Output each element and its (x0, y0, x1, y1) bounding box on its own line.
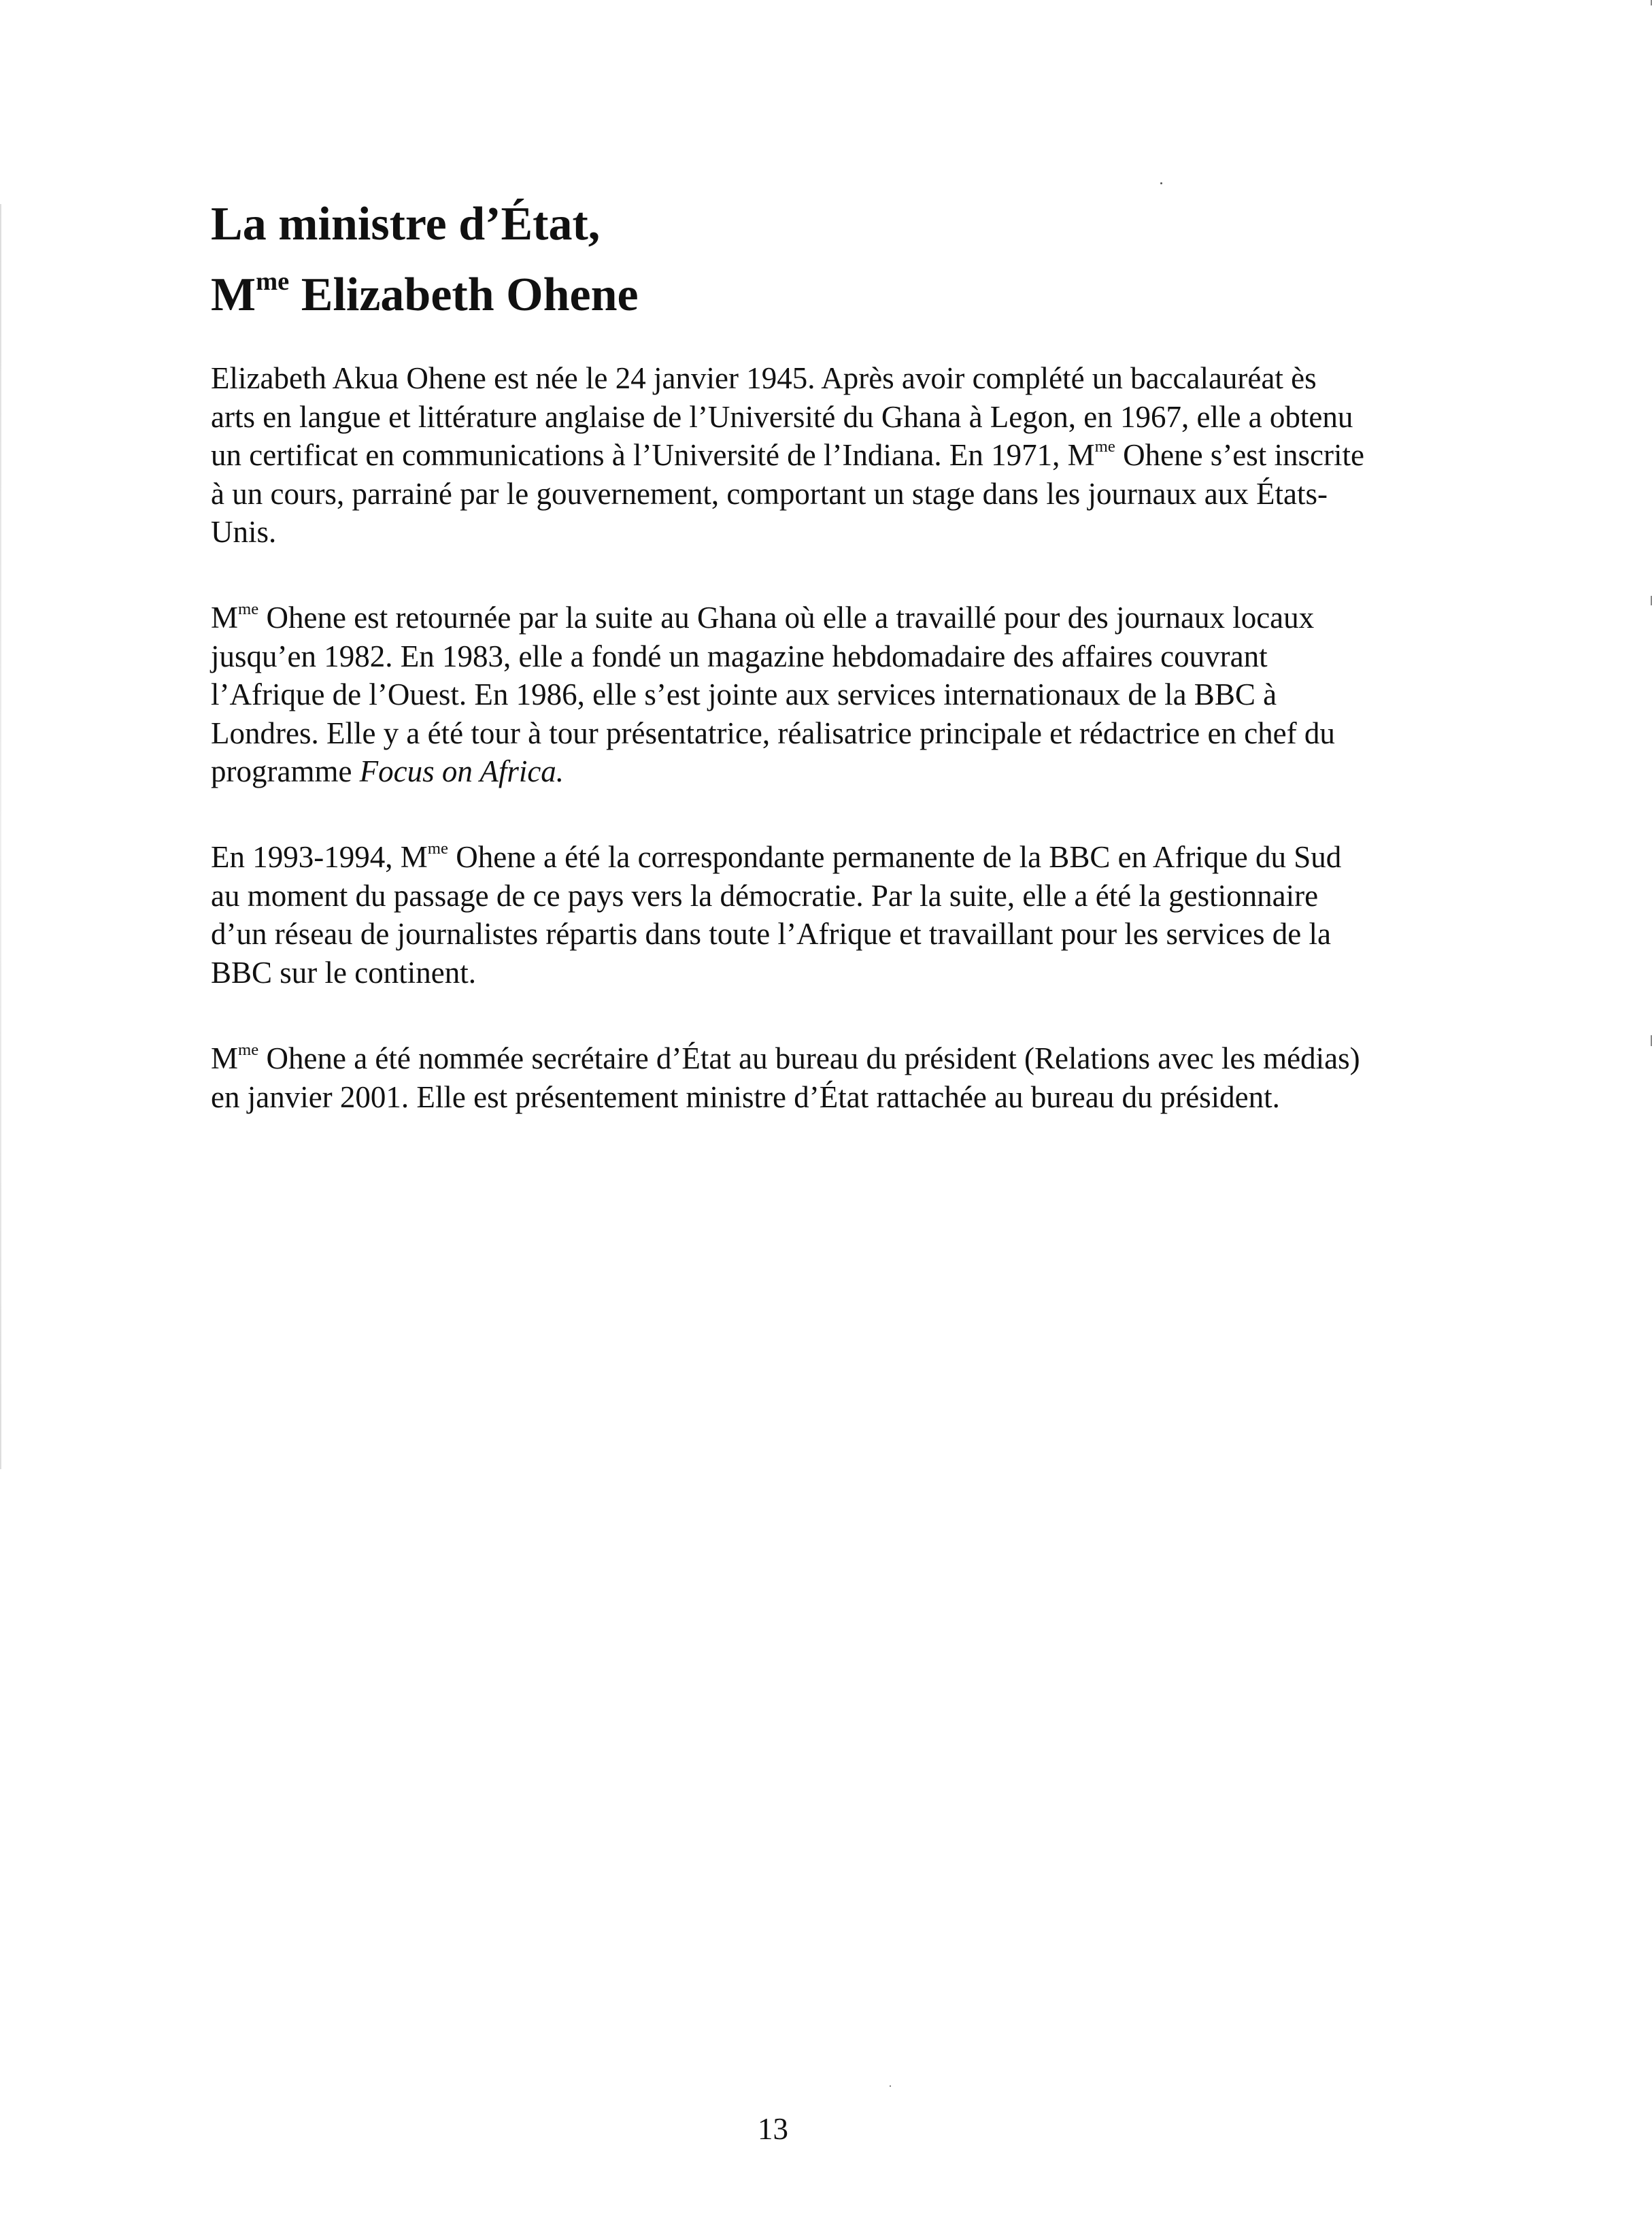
page-title (211, 189, 1503, 331)
title-honorific-sup: me (256, 267, 290, 296)
paragraph-1-text-a: Elizabeth Akua Ohene est née le 24 janvier 1945. Après avoir complété un baccalauréat ès arts en langue et littérature anglaise de l’Université du Ghana à Legon, en 1967, elle a obtenu un certificat en communications à l’Université de l’Indiana. En 1971, M (211, 361, 1353, 472)
paragraph-1-text-b: Ohene s’est inscrite à un cours, parrainé par le gouvernement, comportant un stage dans les journaux aux États-Unis. (211, 438, 1364, 549)
title-line-1: La ministre d’État, (211, 198, 601, 250)
scan-left-edge (0, 204, 1, 1469)
paragraph-3-text-a: En 1993-1994, M (211, 840, 428, 874)
paragraph-2 (211, 599, 1367, 791)
paragraph-1 (211, 359, 1367, 552)
paragraph-3-sup: me (427, 839, 448, 858)
scan-speck (890, 2085, 891, 2087)
paragraph-3 (211, 838, 1367, 992)
paragraph-2-sup: me (238, 600, 259, 619)
scan-speck (1160, 182, 1162, 184)
paragraph-4 (211, 1039, 1367, 1116)
program-title: Focus on Africa. (359, 754, 564, 788)
title-line-2 (211, 269, 639, 321)
paragraph-2-text-a: Ohene est retournée par la suite au Ghana où elle a travaillé pour des journaux locaux jusqu’en 1982. En 1983, elle a fondé un magazine hebdomadaire des affaires couvrant l’Afrique de l’Ouest. En 1986, elle s’est jointe aux services internationaux de la BBC à Londres. Elle y a été tour à tour présentatrice, réalisatrice principale et rédactrice en chef du programme (211, 601, 1335, 788)
paragraph-1-sup: me (1094, 437, 1115, 456)
paragraph-4-text-a: Ohene a été nommée secrétaire d’État au bureau du président (Relations avec les médias) en janvier 2001. Elle est présentement ministre d’État rattachée au bureau du président. (211, 1041, 1360, 1114)
title-honorific: M (211, 269, 256, 321)
paragraph-4-sup: me (238, 1041, 259, 1060)
paragraph-3-text-b: Ohene a été la correspondante permanente de la BBC en Afrique du Sud au moment du passage de ce pays vers la démocratie. Par la suite, elle a été la gestionnaire d’un réseau de journalistes répartis dans toute l’Afrique et travaillant pour les services de la BBC sur le continent. (211, 840, 1342, 990)
title-name: Elizabeth Ohene (289, 269, 639, 321)
paragraph-4-prefix: M (211, 1041, 239, 1075)
page-number: 13 (758, 2112, 788, 2146)
paragraph-2-prefix: M (211, 601, 239, 635)
